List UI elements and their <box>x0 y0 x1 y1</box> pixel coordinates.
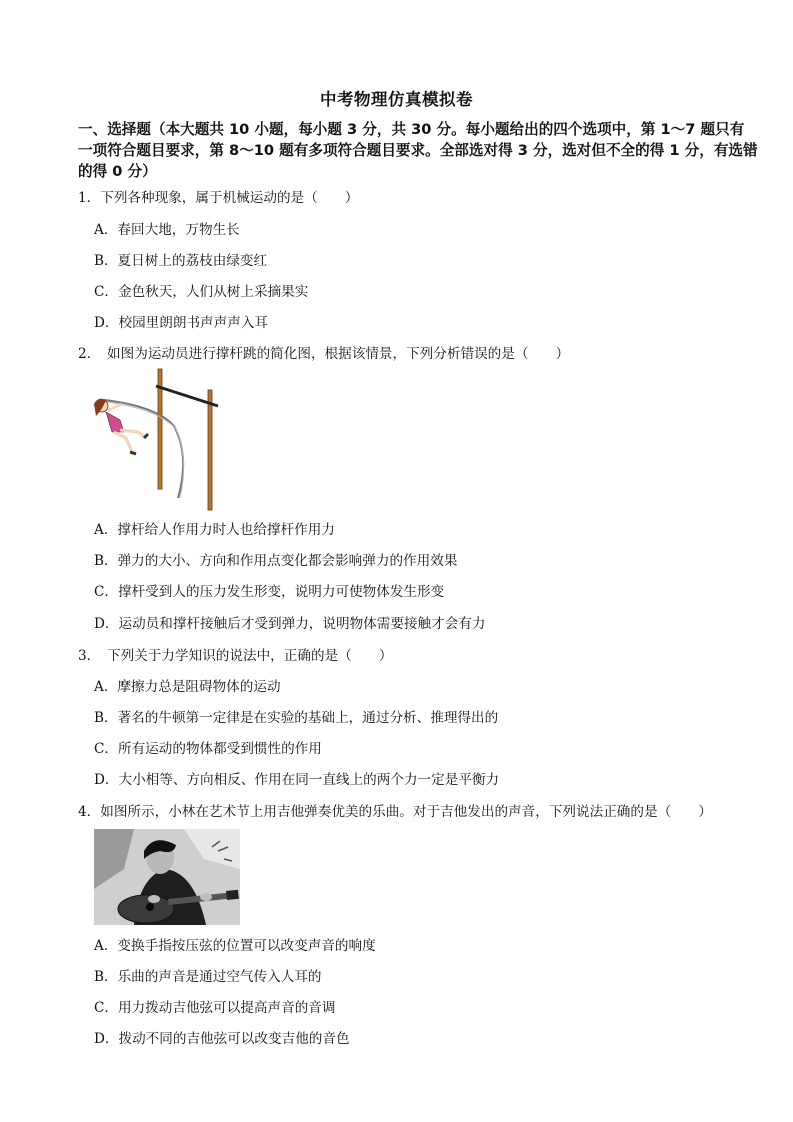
section-instructions: 一、选择题（本大题共 10 小题，每小题 3 分，共 30 分。每小题给出的四个选项中，第 1～7 题只有一项符合题目要求，第 8～10 题有多项符合题目要求。全部选对得 3 分，选对但不全的得 1 分，有选错的得 0 分） <box>78 121 758 180</box>
question-1-option-c: C．金色秋天，人们从树上采摘果实 <box>94 284 309 300</box>
question-4-option-c: C．用力拨动吉他弦可以提高声音的音调 <box>94 1000 336 1016</box>
question-3-option-c: C．所有运动的物体都受到惯性的作用 <box>94 741 322 757</box>
question-2-option-a: A．撑杆给人作用力时人也给撑杆作用力 <box>94 522 335 538</box>
question-1-stem: 1．下列各种现象，属于机械运动的是（ ） <box>78 190 359 206</box>
question-3-option-d: D．大小相等、方向相反、作用在同一直线上的两个力一定是平衡力 <box>94 772 500 788</box>
question-2-stem: 2． 如图为运动员进行撑杆跳的简化图，根据该情景，下列分析错误的是（ ） <box>78 346 570 362</box>
question-3-stem: 3． 下列关于力学知识的说法中，正确的是（ ） <box>78 648 393 664</box>
question-4-option-d: D．拨动不同的吉他弦可以改变吉他的音色 <box>94 1031 350 1047</box>
question-3-option-b: B．著名的牛顿第一定律是在实验的基础上，通过分析、推理得出的 <box>94 710 499 726</box>
question-4-stem: 4．如图所示，小林在艺术节上用吉他弹奏优美的乐曲。对于吉他发出的声音，下列说法正确的是（ ） <box>78 804 712 820</box>
question-3-option-a: A．摩擦力总是阻碍物体的运动 <box>94 679 281 695</box>
question-1-option-d: D．校园里朗朗书声声声入耳 <box>94 315 269 331</box>
right-upright <box>208 390 212 510</box>
question-1-option-b: B．夏日树上的荔枝由绿变红 <box>94 253 268 269</box>
question-1-option-a: A．春回大地，万物生长 <box>94 222 240 238</box>
guitar-player-photo <box>94 829 240 925</box>
pole-vault-figure <box>86 366 226 512</box>
page-title: 中考物理仿真模拟卷 <box>320 90 473 109</box>
vaulting-pole <box>104 400 183 498</box>
question-4-option-b: B．乐曲的声音是通过空气传入人耳的 <box>94 969 322 985</box>
question-2-option-c: C．撑杆受到人的压力发生形变，说明力可使物体发生形变 <box>94 584 445 600</box>
question-2-option-b: B．弹力的大小、方向和作用点变化都会影响弹力的作用效果 <box>94 553 458 569</box>
question-2-option-d: D．运动员和撑杆接触后才受到弹力，说明物体需要接触才会有力 <box>94 616 486 632</box>
question-4-option-a: A．变换手指按压弦的位置可以改变声音的响度 <box>94 938 376 954</box>
